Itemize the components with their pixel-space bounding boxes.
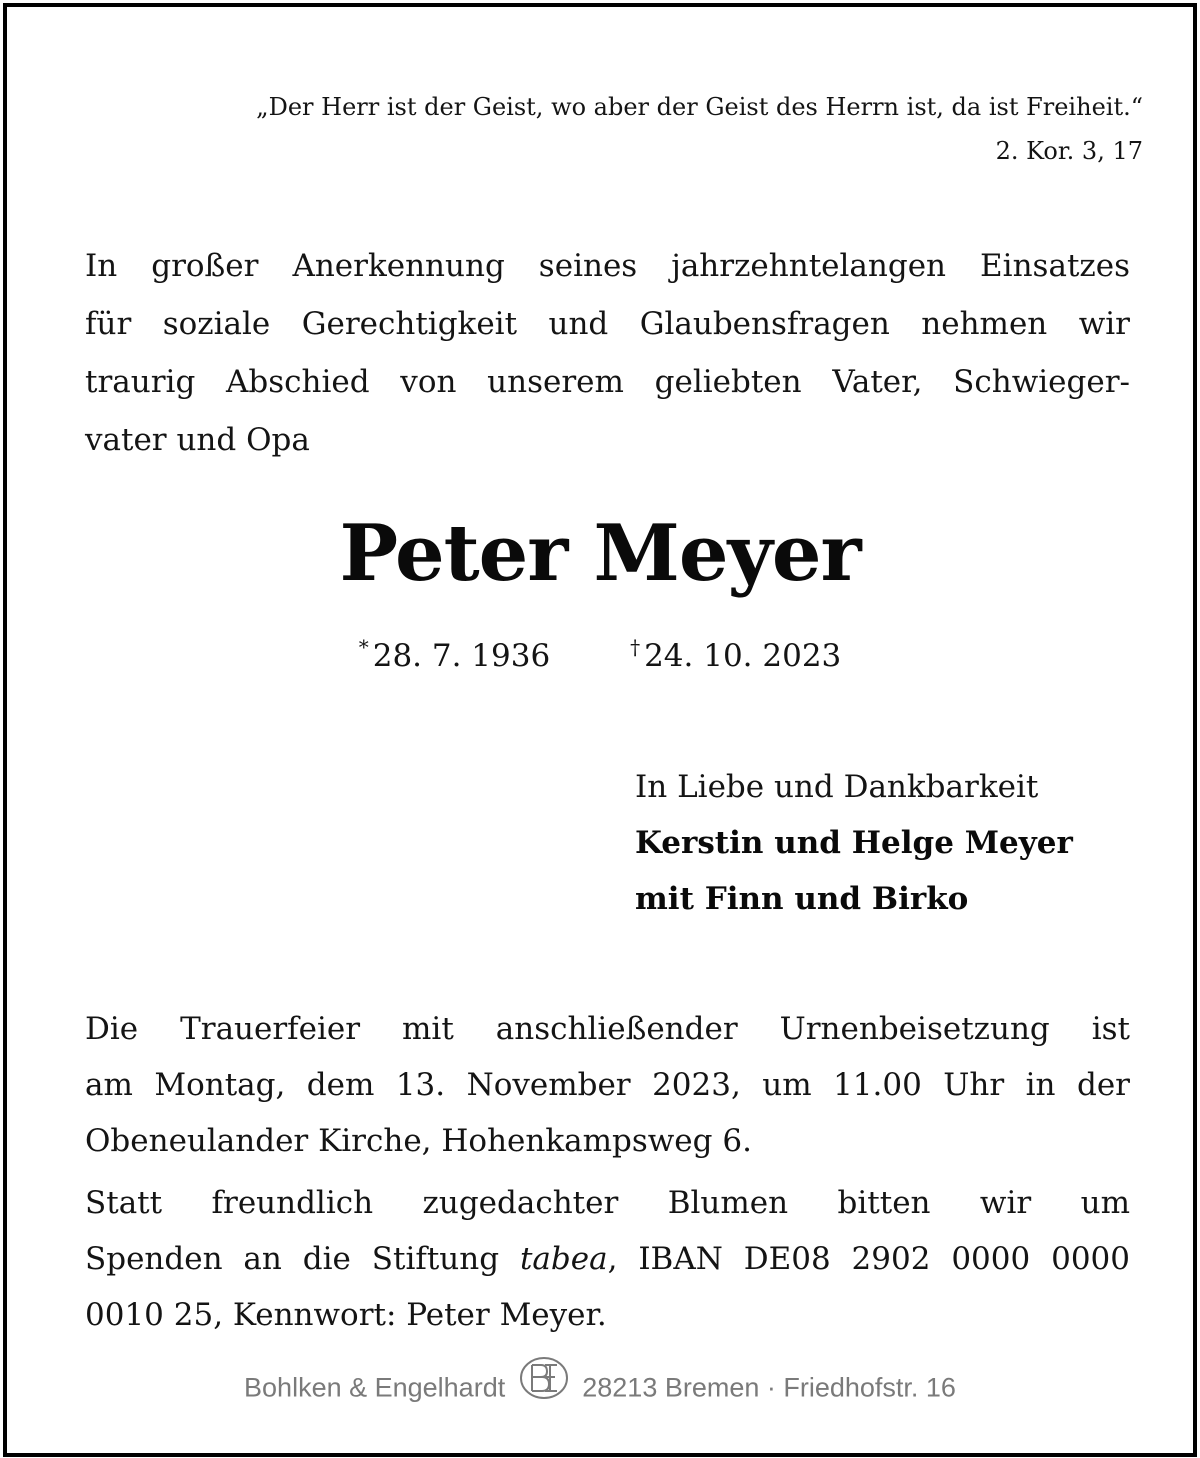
- funeral-home-footer: [7, 1359, 1193, 1416]
- intro-line: vater und Opa: [85, 422, 310, 458]
- bible-quote: [7, 85, 1143, 173]
- deceased-name: Peter Meyer: [339, 508, 861, 599]
- funeral-line: am Montag, dem 13. November 2023, um 11.00 Uhr in der: [85, 1067, 1130, 1103]
- funeral-info: [85, 1001, 1130, 1169]
- funeral-home-name: Bohlken & Engelhardt: [244, 1372, 506, 1403]
- quote-text: „Der Herr ist der Geist, wo aber der Geist des Herrn ist, da ist Freiheit.“: [256, 93, 1143, 121]
- birth-date: 28. 7. 1936: [372, 638, 551, 674]
- obituary-frame: [3, 3, 1197, 1457]
- donation-line: [85, 1231, 1130, 1287]
- intro-line: In großer Anerkennung seines jahrzehntelangen Einsatzes: [85, 248, 1130, 284]
- birth-date-group: [358, 635, 551, 674]
- funeral-line: Obeneulander Kirche, Hohenkampsweg 6.: [85, 1123, 752, 1159]
- closing-phrase: In Liebe und Dankbarkeit: [635, 769, 1039, 805]
- death-symbol: †: [630, 635, 641, 659]
- donation-text: Spenden an die Stiftung: [85, 1241, 520, 1277]
- donation-line: Statt freundlich zugedachter Blumen bitten wir um: [85, 1185, 1130, 1221]
- funeral-home-logo-icon: [519, 1356, 569, 1413]
- funeral-line: Die Trauerfeier mit anschließender Urnenbeisetzung ist: [85, 1011, 1130, 1047]
- mourners-block: [635, 759, 1073, 927]
- life-dates: [7, 635, 1193, 675]
- donation-line: 0010 25, Kennwort: Peter Meyer.: [85, 1297, 607, 1333]
- mourner-names: mit Finn und Birko: [635, 881, 969, 917]
- intro-line: traurig Abschied von unserem geliebten Vater, Schwieger-: [85, 364, 1130, 400]
- iban-text: , IBAN DE08 2902 0000 0000: [607, 1241, 1130, 1277]
- intro-line: für soziale Gerechtigkeit und Glaubensfragen nehmen wir: [85, 306, 1130, 342]
- birth-symbol: *: [358, 635, 369, 659]
- death-date: 24. 10. 2023: [644, 638, 842, 674]
- death-date-group: [630, 635, 842, 674]
- intro-paragraph: [85, 237, 1130, 469]
- donation-info: [85, 1175, 1130, 1343]
- quote-source: 2. Kor. 3, 17: [995, 137, 1143, 165]
- foundation-name: tabea: [519, 1241, 608, 1277]
- mourner-names: Kerstin und Helge Meyer: [635, 825, 1073, 861]
- funeral-home-address: 28213 Bremen · Friedhofstr. 16: [582, 1372, 956, 1403]
